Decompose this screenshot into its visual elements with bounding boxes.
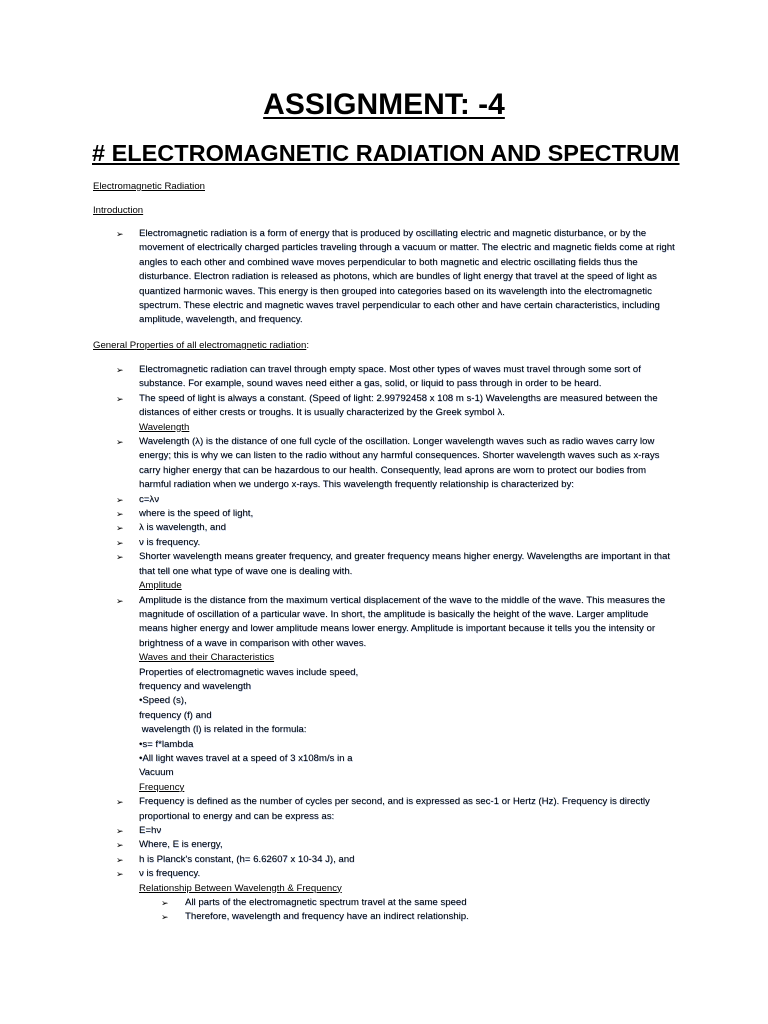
arrow-bullet-icon: ➢	[161, 898, 169, 909]
text-line: amplitude, wavelength, and frequency.	[139, 314, 303, 326]
list-item: ➢ Therefore, wavelength and frequency have an indirect relationship.	[93, 910, 693, 924]
text-line: disturbance. Electron radiation is released as photons, which are bundles of light energy that travel at the speed of light as	[139, 271, 657, 283]
list-item: ➢ Electromagnetic radiation can travel through empty space. Most other types of waves must travel through some sort of substance. For example, sound waves need either a gas, solid, or liquid to pass through in order to be heard.	[116, 364, 641, 390]
assignment-title: ASSIGNMENT: -4	[263, 88, 505, 121]
document-subtitle: # ELECTROMAGNETIC RADIATION AND SPECTRUM	[92, 140, 680, 166]
arrow-bullet-icon: ➢	[116, 840, 124, 851]
list-item: ➢ where is the speed of light,	[93, 507, 693, 521]
list-item: ➢ The speed of light is always a constant. (Speed of light: 2.99792458 x 108 m s-1) Wavelengths are measured between the distances of either crests or troughs. It is usually characterized by the Greek symbol λ.	[116, 392, 658, 419]
text-line: spectrum. These electric and magnetic waves travel perpendicular to each other and have certain characteristics, including	[139, 300, 660, 312]
text-line: quantized harmonic waves. This energy is then grouped into categories based on its wavelength into the electromagnetic	[139, 285, 652, 297]
arrow-bullet-icon: ➢	[116, 797, 124, 808]
heading-relationship: Relationship Between Wavelength & Frequency	[139, 882, 342, 894]
arrow-bullet-icon: ➢	[116, 537, 124, 548]
arrow-bullet-icon: ➢	[116, 393, 124, 404]
arrow-bullet-icon: ➢	[116, 854, 124, 865]
heading-general-properties: General Properties of all electromagnetic radiation:	[93, 340, 309, 351]
arrow-bullet-icon: ➢	[116, 437, 124, 448]
list-item: ➢ Where, E is energy,	[93, 838, 693, 852]
text-line: movement of electrically charged particles traveling through a vacuum or matter. The electric and magnetic fields come at right	[139, 242, 675, 254]
list-item: ➢ All parts of the electromagnetic spectrum travel at the same speed	[93, 896, 693, 910]
list-item: ➢ Shorter wavelength means greater frequency, and greater frequency means higher energy. Wavelengths are important in that that tell one what type of wave one is dealing with.	[116, 551, 670, 577]
list-item: ➢ c=λν	[93, 493, 693, 507]
arrow-bullet-icon: ➢	[116, 826, 124, 836]
arrow-bullet-icon: ➢	[116, 869, 124, 880]
list-item: ➢ h is Planck's constant, (h= 6.62607 x 10-34 J), and	[93, 853, 693, 867]
heading-waves-characteristics: Waves and their Characteristics	[139, 652, 275, 664]
text-line: angles to each other and combined wave moves perpendicular to both magnetic and electric oscillating fields thus the	[139, 256, 638, 268]
general-properties-block	[93, 363, 693, 925]
list-item	[93, 227, 693, 328]
arrow-bullet-icon: ➢	[116, 365, 124, 375]
introduction-block	[93, 227, 693, 328]
list-item: ➢ ν is frequency.	[93, 867, 693, 881]
arrow-bullet-icon: ➢	[116, 595, 124, 606]
arrow-bullet-icon: ➢	[116, 494, 124, 505]
heading-electromagnetic-radiation: Electromagnetic Radiation	[93, 181, 205, 192]
heading-amplitude: Amplitude	[139, 580, 182, 592]
list-item: ➢ ν is frequency.	[93, 536, 693, 550]
list-item: ➢ λ is wavelength, and	[93, 521, 693, 535]
list-item: ➢ Wavelength (λ) is the distance of one full cycle of the oscillation. Longer wavelength waves such as radio waves carry low energy; this is why we can listen to the radio without any harmful consequences. Shorter wavelength waves such as x-rays carry higher energy that can be hazardous to our health. Consequently, lead aprons are worn to protect our bodies from harmful radiation when we undergo x-rays. This wavelength frequently relationship is characterized by:	[116, 436, 660, 491]
text-line: Electromagnetic radiation is a form of energy that is produced by oscillating electric and magnetic disturbance, or by the	[139, 228, 647, 239]
waves-characteristics-text: Properties of electromagnetic waves include speed, frequency and wavelength •Speed (s), frequency (f) and wavelength (l) is related in the formula: •s= f*lambda •All light waves travel at a speed of 3 x108m/s in a Vacuum	[139, 666, 359, 779]
list-item: ➢ Amplitude is the distance from the maximum vertical displacement of the wave to the middle of the wave. This measures the magnitude of oscillation of a particular wave. In short, the amplitude is basically the height of the wave. Larger amplitude means higher energy and lower amplitude means lower energy. Amplitude is important because it tells you the intensity or brightness of a wave in comparison with other waves.	[116, 594, 666, 649]
arrow-bullet-icon: ➢	[116, 509, 124, 520]
arrow-bullet-icon: ➢	[116, 229, 124, 239]
heading-wavelength: Wavelength	[139, 421, 190, 433]
arrow-bullet-icon: ➢	[116, 552, 124, 563]
heading-introduction: Introduction	[93, 205, 144, 216]
arrow-bullet-icon: ➢	[161, 912, 169, 923]
list-item: ➢ Frequency is defined as the number of cycles per second, and is expressed as sec-1 or Hertz (Hz). Frequency is directly proportional to energy and can be express as:	[116, 796, 650, 822]
heading-frequency: Frequency	[139, 781, 185, 793]
list-item: ➢ E=hν	[93, 824, 693, 838]
arrow-bullet-icon: ➢	[116, 523, 124, 534]
